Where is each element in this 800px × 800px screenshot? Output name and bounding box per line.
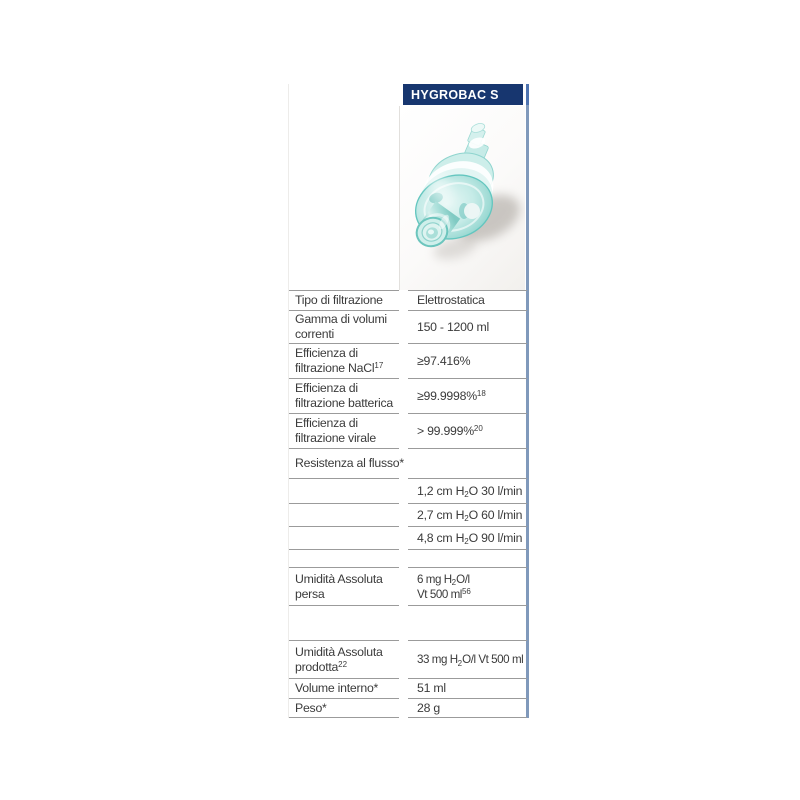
spec-value-text: 150 - 1200 ml [417,319,489,334]
spec-value-cell [408,448,527,478]
spec-row [289,605,527,640]
product-header-bar [403,84,523,105]
spec-label-text: Peso* [295,700,327,715]
spec-label-cell [289,698,399,718]
spec-value-text: 33 mg $H_2O/l$ Vt 500 ml [417,653,524,668]
product-title: HYGROBAC S [411,87,499,102]
spec-row [289,526,527,549]
product-image-area [399,106,525,290]
spec-value-cell [408,290,527,310]
spec-label-cell [289,413,399,448]
spec-value-text: ≥97.416% [417,353,471,368]
spec-label-text: Gamma di volumi correnti [295,312,387,341]
spec-value-cell [408,310,527,343]
spec-label-text: Umidità Assoluta persa [295,571,383,601]
spec-value-text: 6 mg $H_2O/l$ Vt 500 $ml^{56}$ [417,572,471,601]
spec-row [289,478,527,503]
spec-label-cell [289,310,399,343]
spec-row [289,698,527,718]
spec-value-text: > 99.999%$^{20}$ [417,423,483,438]
spec-row [289,549,527,567]
spec-row [289,413,527,448]
spec-value-cell [408,526,527,549]
spec-value-cell [408,478,527,503]
spec-label-text: Efficienza di filtrazione virale [295,416,376,445]
spec-value-cell [408,378,527,413]
spec-value-text: 4,8 cm $H_2O$ 90 l/min [417,530,523,546]
spec-label-text: Resistenza al flusso* [295,456,404,470]
spec-value-cell [408,549,527,567]
spec-label-cell [289,343,399,378]
spec-value-text: Elettrostatica [417,293,485,307]
spec-table [289,290,527,718]
spec-label-cell [289,290,399,310]
spec-label-text: Efficienza di filtrazione batterica [295,381,393,410]
spec-value-cell [408,605,527,640]
spec-value-text: 28 g [417,700,440,715]
spec-row [289,678,527,698]
spec-label-text: Umidità Assoluta prodotta$^{22}$ [295,644,383,674]
filter-product-illustration [400,106,525,289]
spec-value-cell [408,413,527,448]
spec-label-cell [289,549,399,567]
spec-row [289,567,527,605]
spec-label-cell [289,640,399,678]
spec-row [289,290,527,310]
spec-label-text: Tipo di filtrazione [295,293,383,307]
spec-value-cell [408,343,527,378]
spec-label-cell [289,678,399,698]
spec-label-text: Efficienza di filtrazione NaCl$^{17}$ [295,346,384,375]
spec-value-text: 1,2 cm $H_2O$ 30 l/min [417,483,523,499]
spec-row [289,343,527,378]
spec-row [289,310,527,343]
spec-label-cell [289,378,399,413]
spec-label-text: Volume interno* [295,681,379,695]
spec-label-cell [289,448,404,478]
spec-value-cell [408,567,527,605]
spec-label-cell [289,605,399,640]
spec-row [289,378,527,413]
spec-value-cell [408,678,527,698]
spec-row [289,503,527,526]
spec-value-text: 2,7 cm $H_2O$ 60 l/min [417,507,523,523]
spec-value-text: 51 ml [417,681,446,695]
spec-label-cell [289,478,399,503]
spec-row [289,448,527,478]
spec-value-cell [408,640,527,678]
spec-value-cell [408,698,527,718]
spec-row [289,640,527,678]
spec-label-cell [289,526,399,549]
spec-value-cell [408,503,527,526]
spec-value-text: ≥99.9998%$^{18}$ [417,388,486,403]
spec-label-cell [289,503,399,526]
spec-label-cell [289,567,399,605]
